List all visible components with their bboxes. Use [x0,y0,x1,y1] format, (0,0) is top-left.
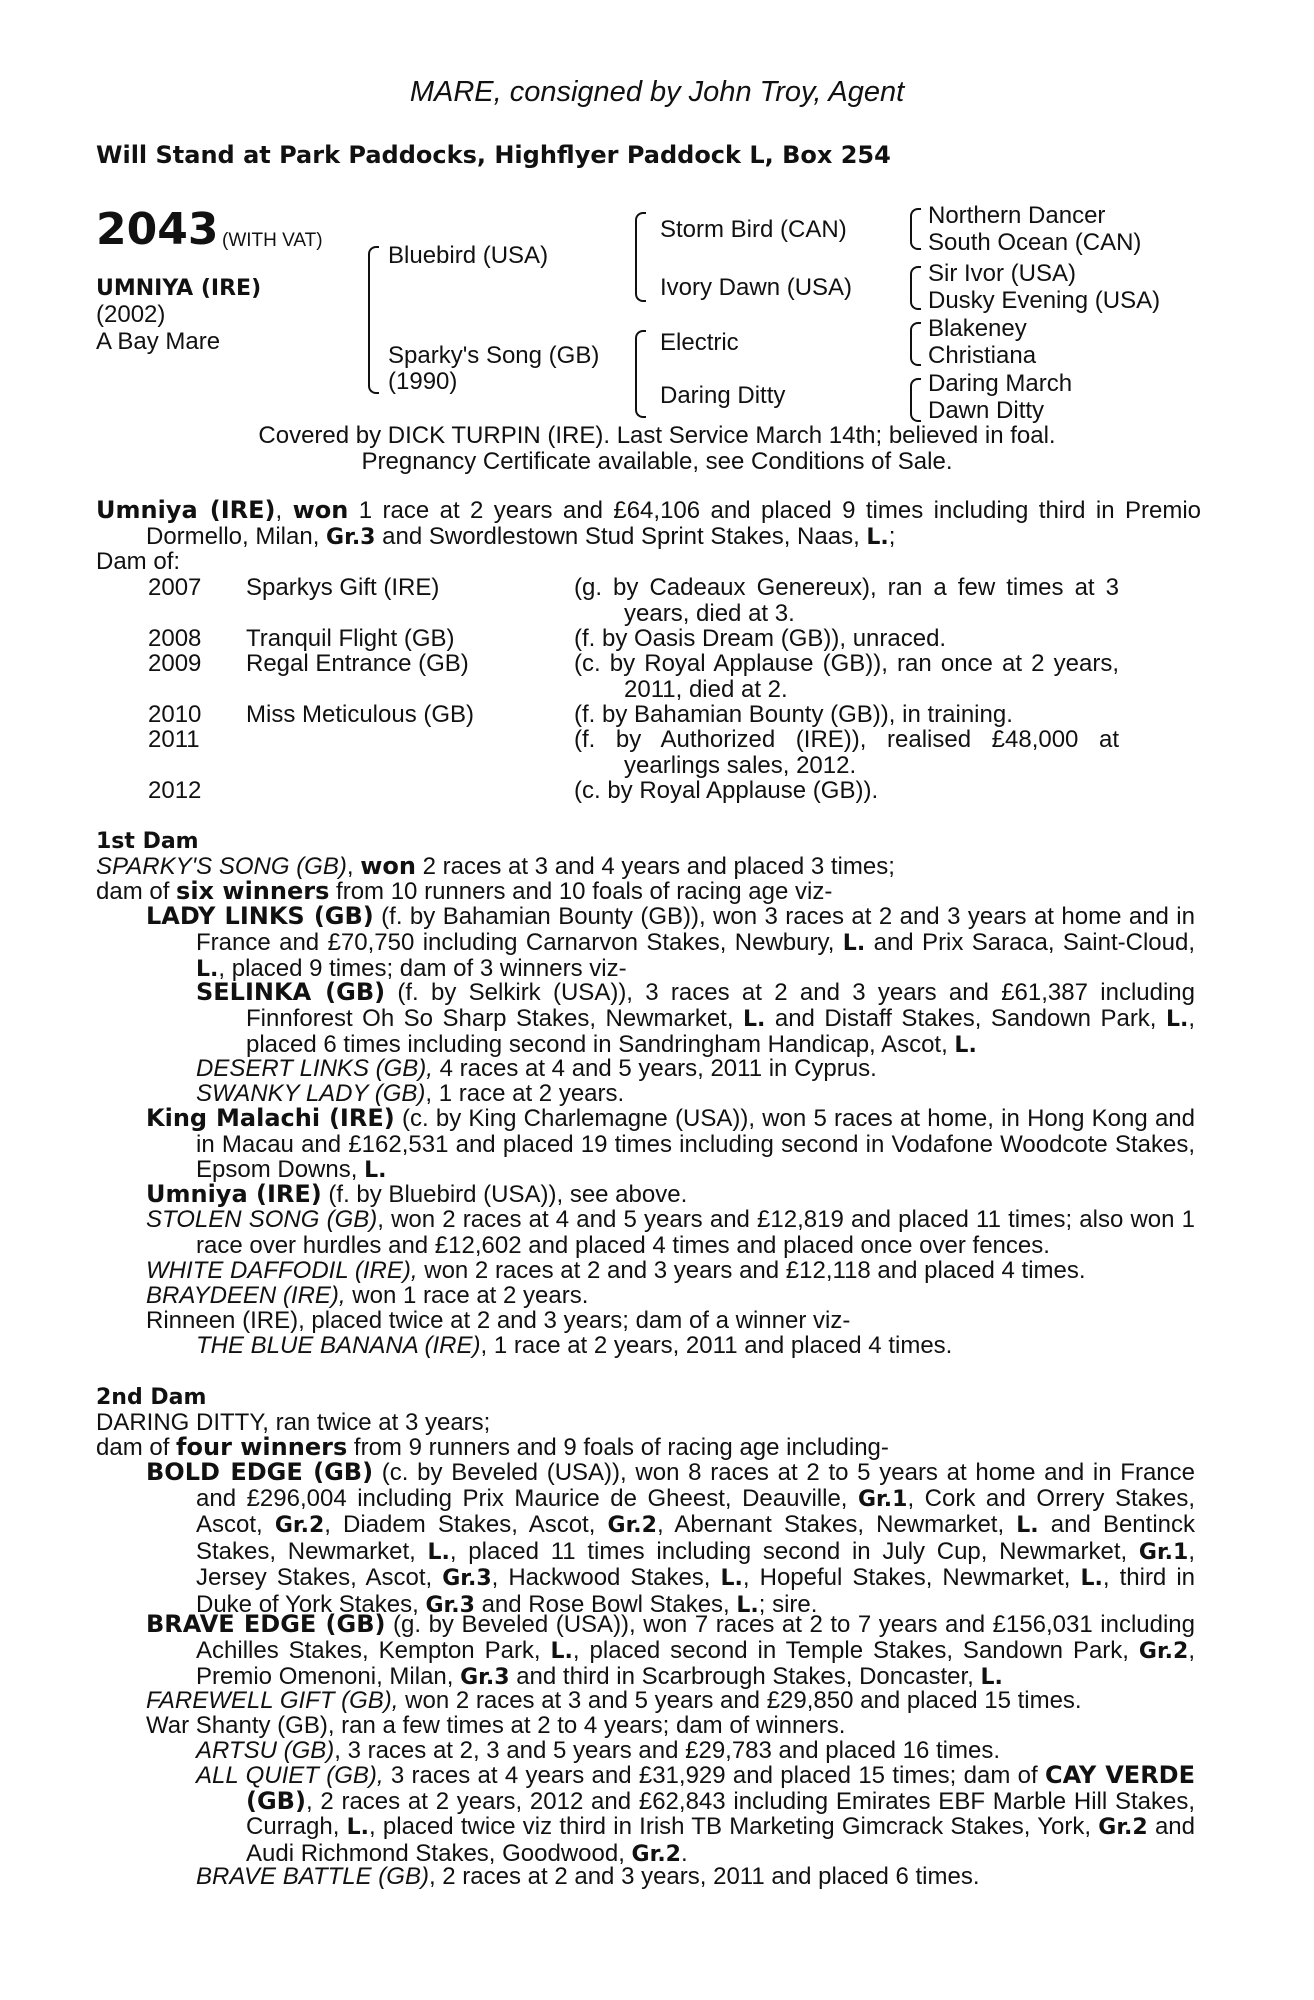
foal-year: 2009 [148,650,202,677]
all-quiet-name: ALL QUIET (GB), [196,1762,384,1789]
grade-label: Gr.3 [460,1665,510,1690]
second-dam-record: DARING DITTY, ran twice at 3 years; [96,1409,491,1436]
grade-label: Gr.3 [425,1592,475,1618]
grade-label: Gr.1 [1138,1539,1189,1565]
king-malachi-record [146,1104,1195,1184]
listed-label: L. [1016,1513,1039,1538]
page-header: MARE, consigned by John Troy, Agent [409,76,905,108]
listed-label: L. [364,1158,387,1183]
listed-label: L. [346,1815,369,1840]
grade-label: Gr.2 [1098,1815,1148,1840]
dam-of-prefix: dam of [96,1434,177,1461]
produce-text-2: and Swordlestown Stud Sprint Stakes, Naas, [375,522,867,550]
pedigree-dam-year: (1990) [388,368,458,395]
text: and Bentinck Stakes, Newmarket, [196,1511,1195,1565]
text: , 2 races at 2 and 3 years, 2011 and placed 6 times. [428,1863,980,1890]
stolen-song-record [146,1206,1195,1259]
bold-edge-record [146,1458,1196,1618]
artsu-name: ARTSU (GB) [196,1737,335,1764]
foal-description: (f. by Authorized (IRE)), realised £48,000 at yearlings sales, 2012. [574,726,1119,779]
produce-horse-name: Umniya (IRE) [96,496,276,524]
listed-label: L. [954,1033,977,1058]
swanky-lady-name: SWANKY LADY (GB) [196,1080,426,1107]
text: won 2 races at 2 and 3 years and £12,118 and placed 4 times. [417,1257,1086,1284]
second-dam-heading: 2nd Dam [96,1385,207,1410]
farewell-gift-name: FAREWELL GIFT (GB), [146,1687,399,1714]
stolen-song-name: STOLEN SONG (GB) [146,1206,378,1233]
horse-name: UMNIYA (IRE) [96,276,262,301]
text: , 1 race at 2 years, 2011 and placed 4 times. [480,1332,953,1359]
produce-end: ; [888,522,896,550]
brave-battle-record [196,1864,980,1890]
pedigree-dds: Daring March [928,370,1073,397]
grade-label: Gr.2 [1138,1638,1189,1664]
produce-text-1: 1 race at 2 years and £64,106 and placed 9 times including third in Premio Dormello, Milan, [146,497,1202,550]
swanky-lady-record [196,1081,624,1107]
covered-line-1: Covered by DICK TURPIN (IRE). Last Service March 14th; believed in foal. [258,422,1056,449]
lot-number: 2043 [96,204,219,255]
listed-label: L. [1080,1566,1103,1591]
pedigree-brace-sire [635,212,646,302]
war-shanty-record: War Shanty (GB), ran a few times at 2 to 4 years; dam of winners. [146,1712,846,1739]
pedigree-sd: Ivory Dawn (USA) [660,274,853,301]
text: and Rose Bowl Stakes, [474,1590,737,1618]
foal-description: (f. by Oasis Dream (GB)), unraced. [574,625,947,652]
listed-label: L. [866,524,889,550]
text: , third in Duke of York Stakes, [196,1564,1195,1618]
text: and third in Scarbrough Stakes, Doncaster, [509,1663,981,1690]
foal-name: Sparkys Gift (IRE) [246,574,440,601]
white-daffodil-name: WHITE DAFFODIL (IRE), [146,1257,418,1284]
text: (f. by Selkirk (USA)), 3 races at 2 and 3 years and £61,387 including Finnforest Oh So Sharp Stakes, Newmarket, [246,979,1195,1032]
pedigree-brace-dd [910,378,921,422]
winners-count: six winners [176,877,330,905]
text: , 2 races at 2 years, 2012 and £62,843 including Emirates EBF Marble Hill Stakes, Curragh, [246,1787,1195,1840]
pedigree-brace-main [368,246,379,394]
dam-of-suffix: from 9 runners and 9 foals of racing age including- [347,1434,889,1461]
stand-location: Will Stand at Park Paddocks, Highflyer Paddock L, Box 254 [96,141,891,169]
listed-label: L. [427,1539,450,1565]
second-dam-produce-summary [96,1435,889,1461]
pedigree-brace-sd [910,266,921,310]
text: , placed twice viz third in Irish TB Marketing Gimcrack Stakes, York, [369,1813,1099,1840]
pedigree-ss: Storm Bird (CAN) [660,216,847,243]
text: won 2 races at 3 and 5 years and £29,850 and placed 15 times. [398,1687,1082,1714]
text: , placed 6 times including second in Sandringham Handicap, Ascot, [246,1004,1196,1058]
text: ; sire. [758,1590,818,1618]
dam-of-suffix: from 10 runners and 10 foals of racing age viz- [329,878,833,905]
text: and Prix Saraca, Saint-Cloud, [865,928,1195,956]
lady-links-name: LADY LINKS (GB) [146,902,374,930]
braydeen-record [146,1283,588,1309]
pedigree-dd: Daring Ditty [660,382,786,409]
listed-label: L. [720,1566,743,1591]
pedigree-brace-dam [635,330,646,418]
pedigree-dam: Sparky's Song (GB) [388,342,600,369]
text: won 1 race at 2 years. [345,1282,589,1309]
pedigree-brace-ds [910,322,921,366]
foal-name: Regal Entrance (GB) [246,650,469,677]
pedigree-ddd: Dawn Ditty [928,397,1045,424]
all-quiet-record [196,1761,1196,1867]
text: , Cork and Orrery Stakes, Ascot, [196,1484,1195,1538]
desert-links-name: DESERT LINKS (GB), [196,1055,433,1082]
first-dam-name: SPARKY'S SONG (GB) [96,853,347,880]
text: and Distaff Stakes, Sandown Park, [765,1004,1166,1032]
grade-label: Gr.2 [607,1513,657,1538]
text: , placed 9 times; dam of 3 winners viz- [218,955,627,982]
brave-edge-record [146,1610,1195,1691]
dam-of-prefix: dam of [96,878,177,905]
grade-label: Gr.3 [326,524,376,550]
selinka-name: SELINKA (GB) [196,978,386,1006]
foal-description: (f. by Bahamian Bounty (GB)), in training. [574,701,1013,728]
listed-label: L. [736,1592,759,1618]
text: , Hopeful Stakes, Newmarket, [742,1564,1081,1591]
rinneen-record: Rinneen (IRE), placed twice at 2 and 3 years; dam of a winner viz- [146,1307,851,1334]
text: , Hackwood Stakes, [491,1564,721,1591]
selinka-record [196,978,1196,1059]
umniya-name: Umniya (IRE) [146,1180,322,1208]
desert-links-record [196,1056,877,1082]
text: , Jersey Stakes, Ascot, [196,1537,1195,1591]
text: (c. by Beveled (USA)), won 8 races at 2 to 5 years at home and in France and £296,004 including Prix Maurice de Gheest, Deauville, [196,1459,1196,1512]
listed-label: L. [550,1638,573,1664]
foal-year: 2011 [148,726,200,753]
winners-count: four winners [176,1433,348,1461]
umniya-record [146,1182,687,1208]
artsu-record [196,1738,1000,1764]
foal-name: Miss Meticulous (GB) [246,701,475,728]
grade-label: Gr.2 [631,1841,681,1867]
text: (f. by Bahamian Bounty (GB)), won 3 races at 2 and 3 years at home and in France and £70,750 including Carnarvon Stakes, Newbury, [196,903,1195,956]
foal-description: (c. by Royal Applause (GB)), ran once at 2 years, 2011, died at 2. [574,650,1119,703]
text: , won 2 races at 4 and 5 years and £12,819 and placed 11 times; also won 1 race over hurdles and £12,602 and placed 4 times and placed once over fences. [196,1206,1195,1259]
brave-battle-name: BRAVE BATTLE (GB) [196,1863,429,1890]
cay-verde-name: CAY VERDE (GB) [246,1761,1196,1815]
first-dam-record: SPARKY'S SONG (GB), won 2 races at 3 and 4 years and placed 3 times; [96,852,895,880]
listed-label: L. [743,1006,766,1032]
blue-banana-record [196,1333,952,1359]
produce-won: won [292,496,349,524]
first-dam-produce-summary [96,879,832,905]
covered-line-2: Pregnancy Certificate available, see Conditions of Sale. [361,448,953,475]
foal-description: (c. by Royal Applause (GB)). [574,777,879,804]
horse-description: A Bay Mare [96,328,221,355]
lady-links-record [146,902,1195,983]
listed-label: L. [842,930,866,956]
text: , Diadem Stakes, Ascot, [324,1511,608,1538]
text: 3 races at 4 years and £31,929 and placed 15 times; dam of [383,1762,1045,1789]
listed-label: L. [980,1665,1003,1690]
foal-year: 2007 [148,574,202,601]
pedigree-ds: Electric [660,329,739,356]
vat-label: (WITH VAT) [222,230,323,251]
dam-of-label: Dam of: [96,548,181,575]
first-dam-rec: 2 races at 3 and 4 years and placed 3 times; [415,853,895,880]
pedigree-sdd: Dusky Evening (USA) [928,287,1161,314]
pedigree-sss: Northern Dancer [928,202,1106,229]
white-daffodil-record [146,1258,1086,1284]
foal-year: 2008 [148,625,202,652]
text: 4 races at 4 and 5 years, 2011 in Cyprus. [432,1055,877,1082]
text: , Abernant Stakes, Newmarket, [656,1511,1017,1538]
text: (g. by Beveled (USA)), won 7 races at 2 to 7 years and £156,031 including Achilles Stakes, Kempton Park, [196,1611,1195,1664]
pedigree-ssd: South Ocean (CAN) [928,229,1142,256]
text: , Premio Omenoni, Milan, [196,1636,1195,1690]
pedigree-sire: Bluebird (USA) [388,242,549,269]
foal-description: (g. by Cadeaux Genereux), ran a few times at 3 years, died at 3. [574,574,1119,627]
farewell-gift-record [146,1688,1082,1714]
pedigree-dsd: Christiana [928,342,1037,369]
horse-year: (2002) [96,301,166,328]
produce-record: Umniya (IRE), won 1 race at 2 years and £64,106 and placed 9 times including third in Premio Dormello, Milan, Gr.3 and Swordlestown Stud Sprint Stakes, Naas, L.; [96,496,1202,550]
text: and Audi Richmond Stakes, Goodwood, [246,1813,1195,1867]
braydeen-name: BRAYDEEN (IRE), [146,1282,346,1309]
listed-label: L. [1165,1006,1189,1032]
grade-label: Gr.3 [442,1566,492,1591]
foal-year: 2010 [148,701,202,728]
text: . [680,1839,688,1867]
foal-name: Tranquil Flight (GB) [246,625,455,652]
brave-edge-name: BRAVE EDGE (GB) [146,1610,386,1638]
text: (f. by Bluebird (USA)), see above. [321,1181,688,1208]
king-malachi-name: King Malachi (IRE) [146,1104,395,1132]
listed-label: L. [196,957,219,982]
text: , 3 races at 2, 3 and 5 years and £29,783 and placed 16 times. [334,1737,1001,1764]
pedigree-sds: Sir Ivor (USA) [928,260,1077,287]
won-label: won [360,852,416,880]
grade-label: Gr.2 [274,1513,325,1538]
grade-label: Gr.1 [858,1486,908,1512]
pedigree-dss: Blakeney [928,315,1027,342]
text: , placed second in Temple Stakes, Sandown Park, [572,1636,1139,1664]
first-dam-heading: 1st Dam [96,829,199,854]
blue-banana-name: THE BLUE BANANA (IRE) [196,1332,481,1359]
text: , 1 race at 2 years. [425,1080,625,1107]
text: (c. by King Charlemagne (USA)), won 5 races at home, in Hong Kong and in Macau and £162,531 and placed 19 times including second in Vodafone Woodcote Stakes, Epsom Downs, [196,1105,1195,1183]
foal-year: 2012 [148,777,202,804]
bold-edge-name: BOLD EDGE (GB) [146,1458,374,1486]
pedigree-brace-ss [910,208,921,250]
text: , placed 11 times including second in July Cup, Newmarket, [449,1537,1139,1565]
